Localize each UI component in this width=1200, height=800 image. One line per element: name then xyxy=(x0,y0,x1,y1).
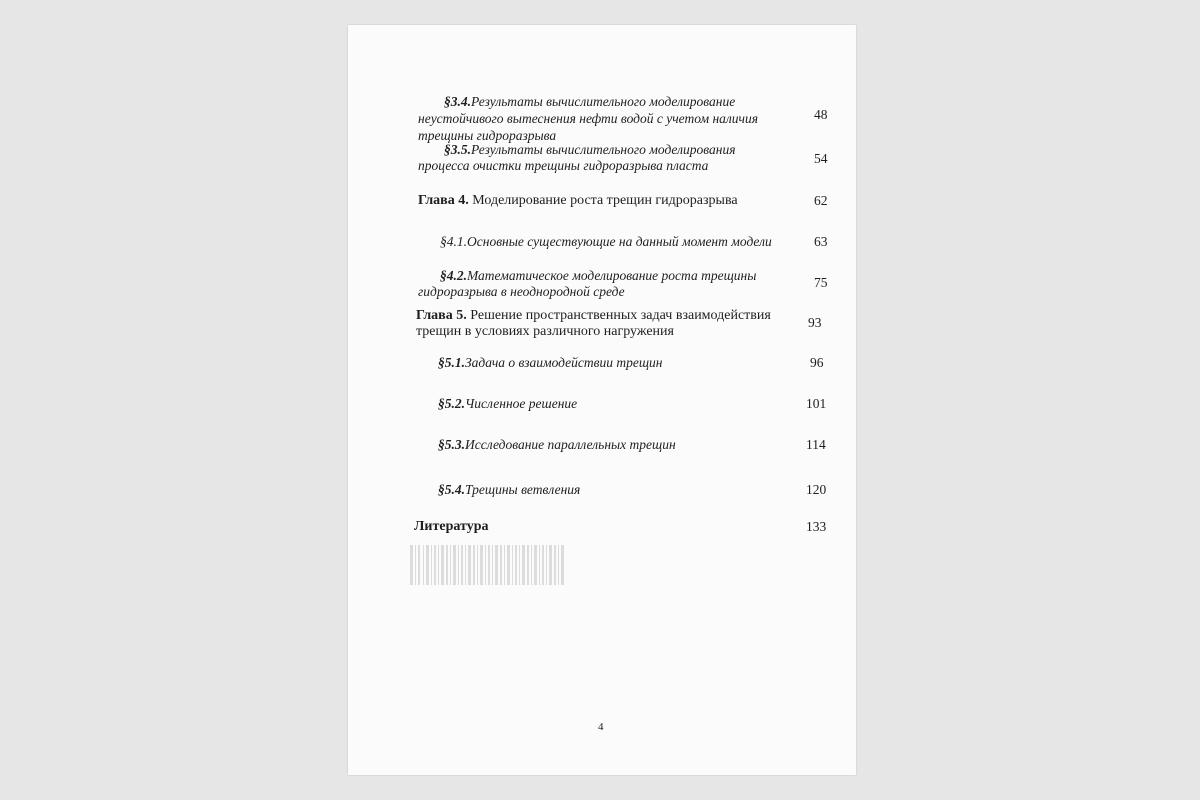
toc-page-literature: 133 xyxy=(806,519,827,534)
toc-entry-4-1: §4.1.Основные существующие на данный момент модели xyxy=(440,234,772,249)
toc-page-5-1: 96 xyxy=(810,355,824,370)
toc-entry-4-2-line-2: гидроразрыва в неоднородной среде xyxy=(418,284,625,299)
toc-ref-3-5: §3.5. xyxy=(444,142,471,157)
toc-ref-5-2: §5.2. xyxy=(438,396,465,411)
toc-entry-3-5-line-2: процесса очистки трещины гидроразрыва пласта xyxy=(418,158,709,173)
toc-ref-4-1: §4.1. xyxy=(440,234,467,249)
barcode-bleed-through xyxy=(410,545,575,595)
document-page xyxy=(348,25,856,775)
toc-page-3-5: 54 xyxy=(814,151,828,166)
toc-page-5-4: 120 xyxy=(806,482,827,497)
toc-ref-4-2: §4.2. xyxy=(440,268,467,283)
chapter-4-label: Глава 4. xyxy=(418,193,469,208)
chapter-5-label: Глава 5. xyxy=(416,308,467,323)
toc-entry-5-2: §5.2.Численное решение xyxy=(438,396,578,411)
toc-page-4-1: 63 xyxy=(814,234,828,249)
toc-entry-3-5-line-1: §3.5.Результаты вычислительного моделирования xyxy=(444,142,736,157)
toc-chapter-5-line-2: трещин в условиях различного нагружения xyxy=(416,324,674,339)
toc-entry-5-3: §5.3.Исследование параллельных трещин xyxy=(438,437,676,452)
toc-page-3-4: 48 xyxy=(814,107,828,122)
toc-entry-3-4-line-1: §3.4.Результаты вычислительного моделирование xyxy=(444,94,736,109)
toc-page-5-3: 114 xyxy=(806,437,826,452)
toc-ref-5-1: §5.1. xyxy=(438,355,465,370)
toc-ref-5-3: §5.3. xyxy=(438,437,465,452)
toc-page-4-2: 75 xyxy=(814,275,828,290)
toc-page-ch4: 62 xyxy=(814,193,828,208)
page-number: 4 xyxy=(598,721,604,733)
toc-ref-3-4: §3.4. xyxy=(444,94,471,109)
toc-entry-3-4-line-2: неустойчивого вытеснения нефти водой с учетом наличия xyxy=(418,111,759,126)
toc-chapter-4: Глава 4. Моделирование роста трещин гидроразрыва xyxy=(418,193,738,208)
toc-entry-5-1: §5.1.Задача о взаимодействии трещин xyxy=(438,355,663,370)
toc-entry-4-2-line-1: §4.2.Математическое моделирование роста трещины xyxy=(440,268,757,283)
toc-chapter-5-line-1: Глава 5. Решение пространственных задач взаимодействия xyxy=(416,308,771,323)
toc-entry-3-4-line-3: трещины гидроразрыва xyxy=(418,128,557,143)
toc-literature: Литература xyxy=(414,519,489,534)
toc-page-ch5: 93 xyxy=(808,315,822,330)
toc-page-5-2: 101 xyxy=(806,396,827,411)
toc-entry-5-4: §5.4.Трещины ветвления xyxy=(438,482,581,497)
toc-ref-5-4: §5.4. xyxy=(438,482,465,497)
